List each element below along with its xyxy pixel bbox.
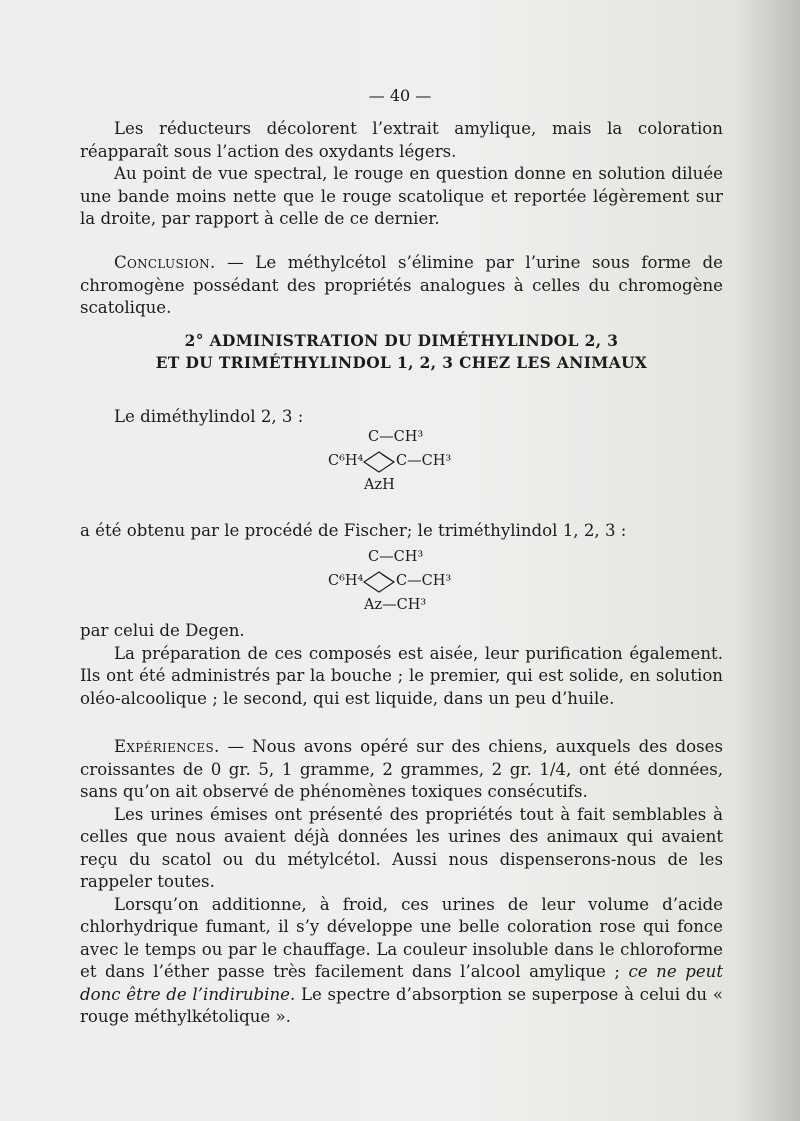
paragraph-spectral: Au point de vue spectral, le rouge en question donne en solution diluée une bande moins nette que le rouge scatolique et reportée légèrement sur la droite, par rapport à celle de ce dernier. bbox=[80, 164, 723, 228]
intro-dimethylindol bbox=[80, 406, 723, 429]
upper-text-block bbox=[80, 118, 723, 231]
formula-dimethylindol bbox=[320, 428, 490, 496]
experiences-label: Expériences. bbox=[114, 737, 220, 756]
conclusion-text: — Le méthylcétol s’élimine par l’urine sous forme de chromogène possédant des propriétés analogues à celles du chromogène scatolique. bbox=[80, 253, 723, 317]
formula2-pentagon-ring bbox=[362, 570, 396, 594]
formula2-left: C⁶H⁴ bbox=[328, 573, 364, 589]
paragraph-preparation: La préparation de ces composés est aisée, leur purification également. Ils ont été administrés par la bouche ; le premier, qui est solide, en solution oléo-alcoolique ; le second, qui est liquide, dans un peu d’huile. bbox=[80, 643, 723, 708]
formula1-bottom: AzH bbox=[364, 477, 395, 493]
last-paragraph-italic: ce ne peut donc être de l’indirubine. bbox=[80, 962, 723, 1004]
formula2-top: C—CH³ bbox=[368, 549, 424, 565]
intro-2: a été obtenu par le procédé de Fischer; le triméthylindol 1, 2, 3 : bbox=[80, 521, 627, 540]
formula2-right: C—CH³ bbox=[396, 573, 452, 589]
formula-trimethylindol bbox=[320, 548, 500, 616]
section-heading bbox=[80, 330, 723, 374]
formula2-bottom: Az—CH³ bbox=[364, 597, 427, 613]
experiences-text: — Nous avons opéré sur des chiens, auxquels des doses croissantes de 0 gr. 5, 1 gramme, 2 grammes, 2 gr. 1/4, ont été données, sans qu’on ait observé de phénomènes toxiques consécutifs. bbox=[80, 737, 723, 801]
intro-1: Le diméthylindol 2, 3 : bbox=[114, 407, 304, 426]
page-number: — 40 — bbox=[368, 86, 432, 105]
conclusion-label: Conclusion. bbox=[114, 253, 216, 272]
formula1-top: C—CH³ bbox=[368, 429, 424, 445]
heading-line-1: 2° ADMINISTRATION DU DIMÉTHYLINDOL 2, 3 bbox=[184, 332, 619, 350]
paragraph-urines: Les urines émises ont présenté des propriétés tout à fait semblables à celles que nous avaient déjà données les urines des animaux qui avaient reçu du scatol ou du métylcétol. Aussi nous dispenserons-nous de les rappeler toutes. bbox=[80, 804, 723, 891]
formula1-right: C—CH³ bbox=[396, 453, 452, 469]
last-paragraph-start: Lorsqu’on additionne, à froid, ces urines de leur volume d’acide chlorhydrique fumant, il s’y développe une belle coloration rose qui fonce avec le temps ou par le chauffage. La couleur insoluble dans le chloroforme et dans l’éther passe très facilement dans l’alcool amylique ; bbox=[80, 894, 723, 981]
paragraph-experiences bbox=[80, 736, 723, 804]
last-paragraph-end: Le spectre d’absorption se superpose à celui du « rouge méthylkétolique ». bbox=[80, 984, 723, 1026]
formula1-pentagon-ring bbox=[362, 450, 396, 474]
intro-trimethylindol bbox=[80, 520, 723, 543]
heading-line-2: ET DU TRIMÉTHYLINDOL 1, 2, 3 CHEZ LES ANIMAUX bbox=[155, 354, 648, 372]
conclusion-block bbox=[80, 252, 723, 320]
paragraph-conclusion bbox=[80, 252, 723, 320]
paragraph-degen: par celui de Degen. bbox=[80, 621, 245, 640]
paragraph-reducteurs: Les réducteurs décolorent l’extrait amylique, mais la coloration réapparaît sous l’action des oxydants légers. bbox=[80, 119, 723, 161]
paragraph-chlorhydrique bbox=[80, 894, 723, 1029]
lower-text-block-1 bbox=[80, 620, 723, 710]
formula1-left: C⁶H⁴ bbox=[328, 453, 364, 469]
lower-text-block-2 bbox=[80, 736, 723, 1029]
